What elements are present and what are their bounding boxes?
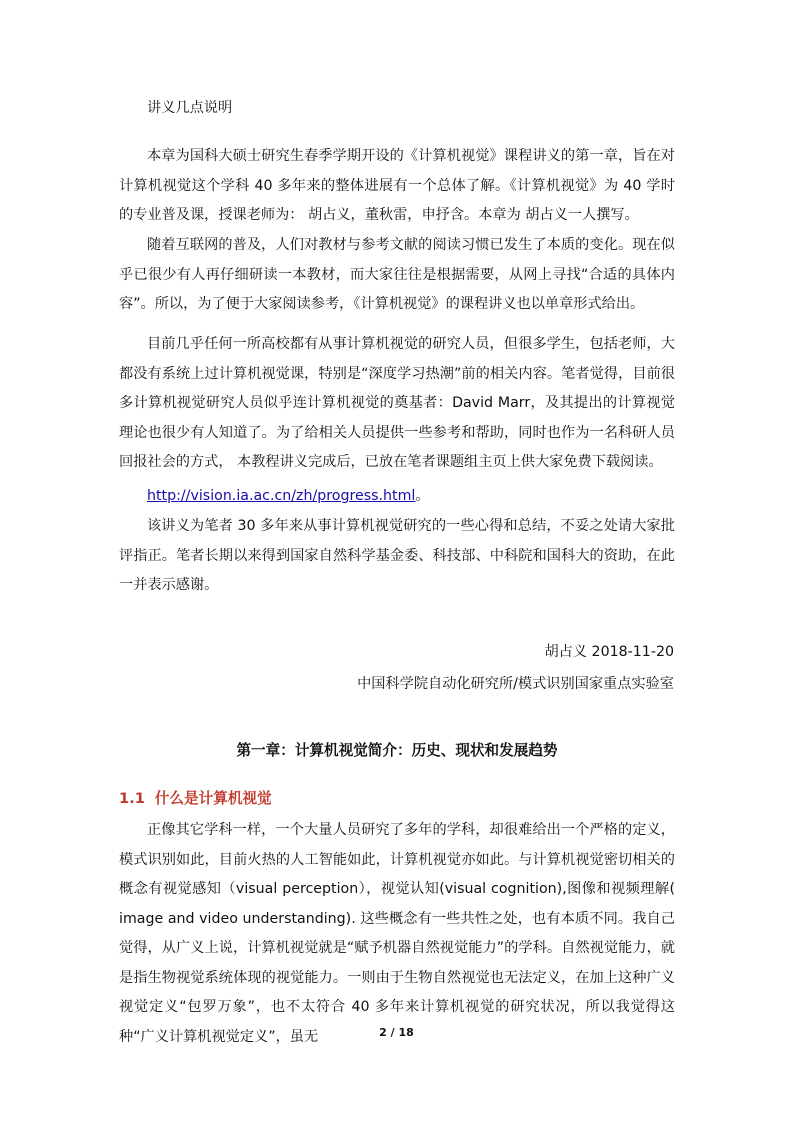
section-paragraph-1: 正像其它学科一样，一个大量人员研究了多年的学科，却很难给出一个严格的定义， 模式识别如此，目前火热的人工智能如此，计算机视觉亦如此。与计算机视觉密切相关的概念有视觉感知（visual perception），视觉认知(visual cognition),图像和视频理解( image and video understanding). 这些概念有一些共性之处，也有本质不同。我自己觉得，从广义上说，计算机视觉就是“赋予机器自然视觉能力”的学科。自然视觉能力，就是指生物视觉系统体现的视觉能力。一则由于生物自然视觉也无法定义，在加上这种广义视觉定义“包罗万象”，也不太符合 40 多年来计算机视觉的研究状况，所以我觉得这种“广义计算机视觉定义”，虽无 xyxy=(119,822,675,1045)
notes-title: 讲义几点说明 xyxy=(147,100,233,116)
notes-paragraph-1: 本章为国科大硕士研究生春季学期开设的《计算机视觉》课程讲义的第一章，旨在对计算机视觉这个学科 40 多年来的整体进展有一个总体了解。《计算机视觉》为 40 学时的专业普及课，授课老师为： 胡占义，董秋雷，申抒含。本章为 胡占义一人撰写。 xyxy=(119,148,675,223)
section-number: 1.1 xyxy=(119,790,145,807)
section-title: 什么是计算机视觉 xyxy=(154,790,272,807)
homepage-link-suffix: 。 xyxy=(415,488,430,504)
notes-paragraph-2: 随着互联网的普及，人们对教材与参考文献的阅读习惯已发生了本质的变化。现在似乎已很少有人再仔细研读一本教材，而大家往往是根据需要，从网上寻找“合适的具体内容”。所以，为了便于大家阅读参考，《计算机视觉》的课程讲义也以单章形式给出。 xyxy=(119,237,675,312)
page-number: 2 / 18 xyxy=(379,1026,414,1039)
author-affiliation: 中国科学院自动化研究所/模式识别国家重点实验室 xyxy=(357,676,674,692)
homepage-link-line xyxy=(147,484,430,508)
notes-paragraph-3: 目前几乎任何一所高校都有从事计算机视觉的研究人员，但很多学生，包括老师，大都没有系统上过计算机视觉课，特别是“深度学习热潮”前的相关内容。笔者觉得，目前很多计算机视觉研究人员似乎连计算机视觉的奠基者：David Marr，及其提出的计算视觉理论也很少有人知道了。为了给相关人员提供一些参考和帮助，同时也作为一名科研人员回报社会的方式， 本教程讲义完成后，已放在笔者课题组主页上供大家免费下载阅读。 xyxy=(119,336,675,470)
chapter-title: 第一章：计算机视觉简介：历史、现状和发展趋势 xyxy=(236,742,558,759)
notes-paragraph-4: 该讲义为笔者 30 多年来从事计算机视觉研究的一些心得和总结，不妥之处请大家批评指正。笔者长期以来得到国家自然科学基金委、科技部、中科院和国科大的资助，在此一并表示感谢。 xyxy=(119,518,675,593)
homepage-link[interactable]: http://vision.ia.ac.cn/zh/progress.html xyxy=(147,488,416,504)
section-heading xyxy=(119,788,272,810)
author-signature: 胡占义 2018-11-20 xyxy=(544,644,674,660)
